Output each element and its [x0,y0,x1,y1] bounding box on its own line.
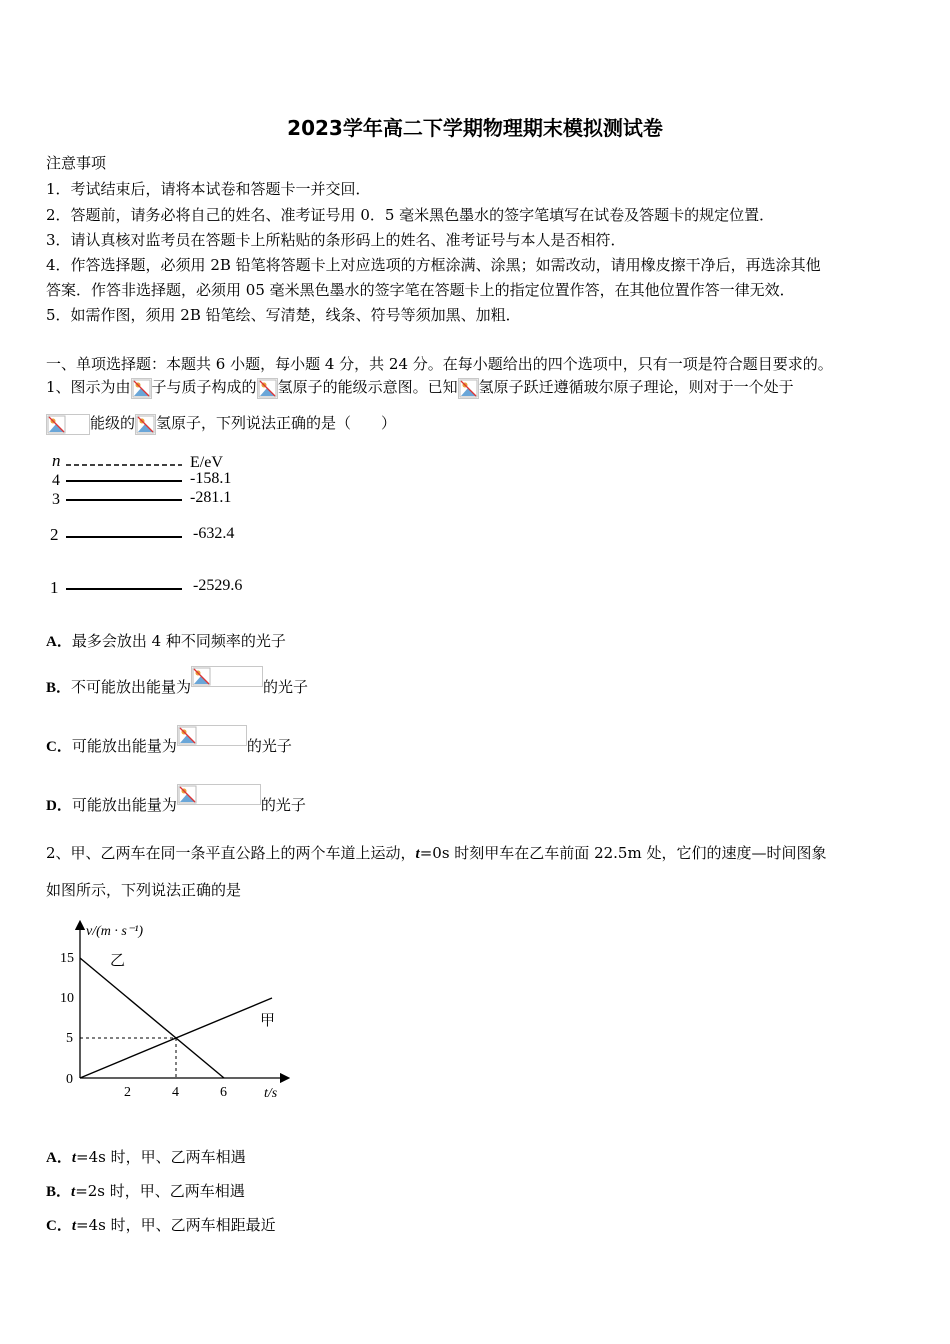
question-1-line-2 [46,412,396,435]
level-n-label: 1 [50,578,59,597]
broken-image-icon [135,414,156,435]
level-energy-label: -2529.6 [193,577,243,594]
n-axis-label: n [52,451,61,470]
level-energy-label: -281.1 [190,489,232,506]
q2-text-b: =0s 时刻甲车在乙车前面 22.5m 处，它们的速度—时间图象 [419,844,827,862]
notice-heading: 注意事项 [46,154,107,172]
option-text: 可能放出能量为 [71,737,177,755]
broken-image-icon [177,725,247,746]
broken-image-icon [191,666,263,687]
question-1-line-1 [46,376,794,399]
q1-text-a: 1、图示为由 [46,378,131,396]
q2-option-a[interactable] [46,1146,246,1167]
series-line-jia [80,998,272,1078]
question-2-line-2: 如图所示，下列说法正确的是 [46,881,242,899]
q2-option-c[interactable] [46,1214,276,1235]
option-t-symbol: t [71,1150,77,1166]
notice-item: 3．请认真核对监考员在答题卡上所粘贴的条形码上的姓名、准考证号与本人是否相符． [46,231,626,249]
option-text: 最多会放出 4 种不同频率的光子 [71,632,286,650]
option-text: 不可能放出能量为 [71,678,192,696]
broken-image-icon [458,378,479,399]
q1-text-e: 能级的 [90,414,136,432]
broken-image-icon [257,378,278,399]
option-label: C． [46,739,72,755]
y-tick-label: 10 [60,991,74,1006]
notice-item: 4．作答选择题，必须用 2B 铅笔将答题卡上对应选项的方框涂满、涂黑；如需改动，请用橡皮擦干净后，再选涂其他 [46,256,821,274]
x-axis-label: t/s [264,1086,278,1101]
option-text: 的光子 [246,737,292,755]
option-label: A． [46,1150,72,1166]
series-label-yi: 乙 [110,953,126,969]
section-heading: 一、单项选择题：本题共 6 小题，每小题 4 分，共 24 分。在每小题给出的四个选项中，只有一项是符合题目要求的。 [46,355,833,373]
y-axis-label: v/(m · s⁻¹) [86,924,144,939]
q1-option-d[interactable] [46,794,306,817]
y-tick-label: 0 [66,1072,73,1087]
option-label: C． [46,1218,72,1234]
page-title: 2023学年高二下学期物理期末模拟测试卷 [287,116,663,140]
option-label: B． [46,680,72,696]
q1-text-d: 氢原子跃迁遵循玻尔原子理论，则对于一个处于 [478,378,794,396]
series-line-yi [80,958,224,1078]
level-n-label: 2 [50,525,59,544]
q2-text-a: 2、甲、乙两车在同一条平直公路上的两个车道上运动， [46,844,416,862]
level-energy-label: -632.4 [193,525,235,542]
option-text: =4s 时，甲、乙两车相距最近 [76,1216,276,1234]
option-text: 可能放出能量为 [71,796,177,814]
q2-t-symbol: t [415,846,420,862]
q1-text-f: 氢原子，下列说法正确的是（ ） [156,414,397,432]
level-energy-label: -158.1 [190,470,232,487]
broken-image-icon [177,784,261,805]
q1-option-c[interactable] [46,735,292,758]
e-axis-label: E/eV [190,454,223,471]
question-2-line-1 [46,842,826,863]
energy-level-diagram [40,448,270,608]
y-tick-label: 15 [60,951,74,966]
series-label-jia: 甲 [260,1013,276,1029]
option-text: =2s 时，甲、乙两车相遇 [75,1182,245,1200]
q1-text-c: 氢原子的能级示意图。已知 [277,378,458,396]
notice-item: 2．答题前，请务必将自己的姓名、准考证号用 0．5 毫米黑色墨水的签字笔填写在试卷及答题卡的规定位置． [46,206,775,224]
option-t-symbol: t [71,1218,77,1234]
notice-item: 5．如需作图，须用 2B 铅笔绘、写清楚，线条、符号等须加黑、加粗． [46,306,521,324]
x-tick-label: 2 [124,1085,131,1100]
x-tick-label: 4 [172,1085,179,1100]
option-label: B． [46,1184,72,1200]
q2-option-b[interactable] [46,1180,245,1201]
option-text: 的光子 [263,678,309,696]
level-n-label: 3 [52,491,60,508]
x-tick-label: 6 [220,1085,227,1100]
option-label: D． [46,798,72,814]
broken-image-icon [46,414,90,435]
option-t-symbol: t [71,1184,76,1200]
velocity-time-chart [50,915,300,1105]
option-text: =4s 时，甲、乙两车相遇 [76,1148,246,1166]
broken-image-icon [131,378,152,399]
notice-item: 1．考试结束后，请将本试卷和答题卡一并交回． [46,180,371,198]
option-text: 的光子 [260,796,306,814]
level-n-label: 4 [52,472,60,489]
notice-item: 答案．作答非选择题，必须用 05 毫米黑色墨水的签字笔在答题卡上的指定位置作答，在其他位置作答一律无效． [46,281,795,299]
q1-option-a[interactable] [46,630,286,651]
q1-option-b[interactable] [46,676,308,699]
option-label: A． [46,634,72,650]
q1-text-b: 子与质子构成的 [151,378,257,396]
y-tick-label: 5 [66,1031,73,1046]
